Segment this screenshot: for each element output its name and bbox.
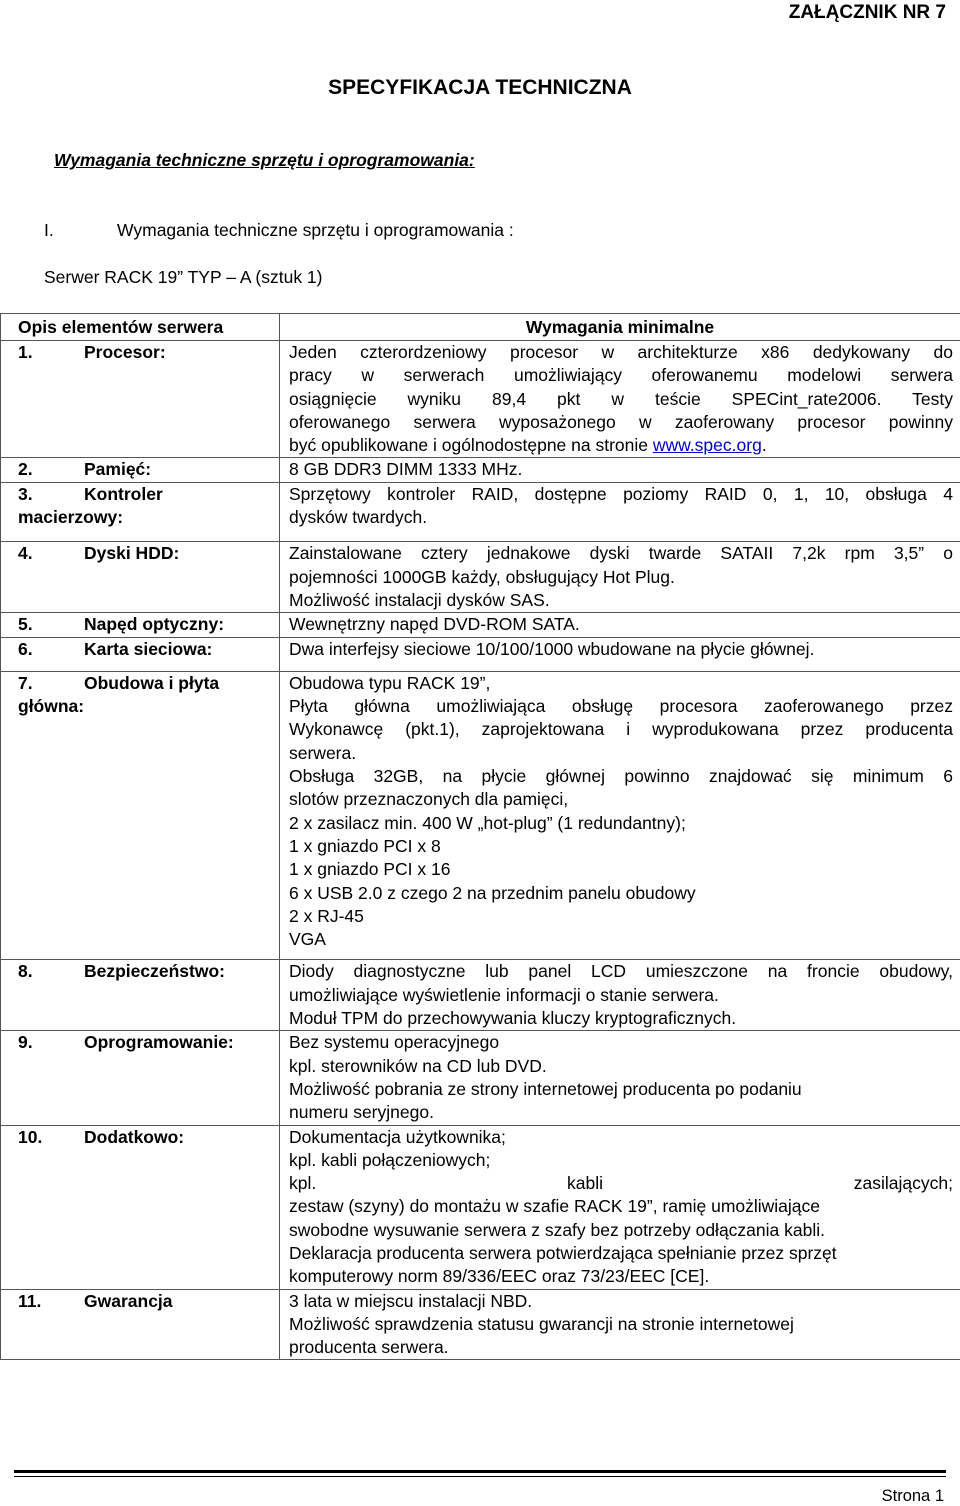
footer-divider-thin <box>14 1476 946 1477</box>
spec-row <box>1 542 960 613</box>
spec-label-continued: macierzowy: <box>18 506 279 529</box>
spec-line: pracy w serwerach umożliwiający oferowanemu modelowi serwera <box>289 364 953 387</box>
spec-line: 3 lata w miejscu instalacji NBD. <box>289 1290 953 1313</box>
spec-line: osiągnięcie wyniku 89,4 pkt w teście SPECint_rate2006. Testy <box>289 388 953 411</box>
spec-label: Kontroler <box>84 484 163 504</box>
spec-label: Gwarancja <box>84 1291 173 1311</box>
spec-number: 9. <box>18 1031 84 1054</box>
spec-line: Bez systemu operacyjnego <box>289 1031 953 1054</box>
spec-line <box>289 434 953 457</box>
spec-line: komputerowy norm 89/336/EEC oraz 73/23/EEC [CE]. <box>289 1265 953 1288</box>
requirements-heading: Wymagania techniczne sprzętu i oprogramowania: <box>54 150 475 171</box>
spec-row <box>1 637 960 671</box>
spec-value-cell <box>280 1031 960 1125</box>
spec-line: 1 x gniazdo PCI x 16 <box>289 858 953 881</box>
spec-label: Pamięć: <box>84 459 151 479</box>
spec-label-cell <box>1 458 280 482</box>
spec-table <box>0 313 960 1360</box>
spec-org-link[interactable]: www.spec.org <box>653 435 762 455</box>
spec-row <box>1 1125 960 1289</box>
spec-value-cell <box>280 458 960 482</box>
spec-row <box>1 1031 960 1125</box>
spec-value-cell <box>280 1289 960 1360</box>
spec-label-cell <box>1 1031 280 1125</box>
spec-line: Deklaracja producenta serwera potwierdzająca spełnianie przez sprzęt <box>289 1242 953 1265</box>
spec-line: Jeden czterordzeniowy procesor w architekturze x86 dedykowany do <box>289 341 953 364</box>
spec-line: umożliwiające wyświetlenie informacji o stanie serwera. <box>289 984 953 1007</box>
spec-number: 6. <box>18 638 84 661</box>
spec-label-cell <box>1 1125 280 1289</box>
spec-label-cell <box>1 960 280 1031</box>
spec-line: Obudowa typu RACK 19”, <box>289 672 953 695</box>
spec-line: Dwa interfejsy sieciowe 10/100/1000 wbudowane na płycie głównej. <box>289 638 953 661</box>
spec-value-cell <box>280 482 960 542</box>
spec-line: 1 x gniazdo PCI x 8 <box>289 835 953 858</box>
spec-line: 2 x RJ-45 <box>289 905 953 928</box>
spec-label-continued: główna: <box>18 695 279 718</box>
annex-label: ZAŁĄCZNIK NR 7 <box>789 2 946 24</box>
spec-row <box>1 458 960 482</box>
spec-line: Dokumentacja użytkownika; <box>289 1126 953 1149</box>
spec-label: Bezpieczeństwo: <box>84 961 225 981</box>
spec-line: Sprzętowy kontroler RAID, dostępne poziomy RAID 0, 1, 10, obsługa 4 <box>289 483 953 506</box>
column-header-requirements: Wymagania minimalne <box>280 314 960 341</box>
spec-value-cell <box>280 341 960 458</box>
spec-line: serwera. <box>289 742 953 765</box>
spec-line: Wykonawcę (pkt.1), zaprojektowana i wyprodukowana przez producenta <box>289 718 953 741</box>
spec-line: slotów przeznaczonych dla pamięci, <box>289 788 953 811</box>
spec-row <box>1 960 960 1031</box>
spec-line: 2 x zasilacz min. 400 W „hot-plug” (1 redundantny); <box>289 812 953 835</box>
spec-line: Możliwość instalacji dysków SAS. <box>289 589 953 612</box>
spec-value-cell <box>280 637 960 671</box>
page-number: Strona 1 <box>882 1487 944 1506</box>
spec-row <box>1 1289 960 1360</box>
spec-line: zestaw (szyny) do montażu w szafie RACK 19”, ramię umożliwiające <box>289 1195 953 1218</box>
spec-line: kpl. kabli zasilających; <box>289 1172 953 1195</box>
spec-value-cell <box>280 542 960 613</box>
spec-line: Płyta główna umożliwiająca obsługę procesora zaoferowanego przez <box>289 695 953 718</box>
spec-value-cell <box>280 671 960 960</box>
spec-label-cell <box>1 542 280 613</box>
spec-label: Dodatkowo: <box>84 1127 184 1147</box>
spec-label-cell <box>1 1289 280 1360</box>
spec-line: VGA <box>289 928 953 951</box>
spec-line: numeru seryjnego. <box>289 1101 953 1124</box>
spec-label-cell <box>1 341 280 458</box>
footer-divider <box>14 1470 946 1473</box>
spec-line: Obsługa 32GB, na płycie głównej powinno znajdować się minimum 6 <box>289 765 953 788</box>
spec-number: 5. <box>18 613 84 636</box>
spec-number: 8. <box>18 960 84 983</box>
spec-label: Napęd optyczny: <box>84 614 224 634</box>
table-header-row <box>1 314 960 341</box>
spec-row <box>1 341 960 458</box>
spec-row <box>1 613 960 637</box>
spec-line: Możliwość pobrania ze strony internetowej producenta po podaniu <box>289 1078 953 1101</box>
spec-label-cell <box>1 482 280 542</box>
spec-line: Wewnętrzny napęd DVD-ROM SATA. <box>289 613 953 636</box>
section-title: Wymagania techniczne sprzętu i oprogramowania : <box>117 220 514 241</box>
column-header-description: Opis elementów serwera <box>1 314 280 341</box>
spec-number: 2. <box>18 458 84 481</box>
spec-line: 6 x USB 2.0 z czego 2 na przednim panelu obudowy <box>289 882 953 905</box>
spec-number: 10. <box>18 1126 84 1149</box>
spec-label-cell <box>1 637 280 671</box>
spec-line: pojemności 1000GB każdy, obsługujący Hot Plug. <box>289 566 953 589</box>
spec-label: Oprogramowanie: <box>84 1032 234 1052</box>
spec-line: kpl. kabli połączeniowych; <box>289 1149 953 1172</box>
spec-line: 8 GB DDR3 DIMM 1333 MHz. <box>289 458 953 481</box>
spec-label: Procesor: <box>84 342 166 362</box>
spec-label-cell <box>1 613 280 637</box>
spec-label: Karta sieciowa: <box>84 639 212 659</box>
spec-number: 7. <box>18 672 84 695</box>
section-number: I. <box>44 220 54 241</box>
spec-label-cell <box>1 671 280 960</box>
spec-row <box>1 482 960 542</box>
spec-number: 3. <box>18 483 84 506</box>
spec-line: kpl. sterowników na CD lub DVD. <box>289 1055 953 1078</box>
spec-line: Diody diagnostyczne lub panel LCD umieszczone na froncie obudowy, <box>289 960 953 983</box>
spec-value-cell <box>280 1125 960 1289</box>
spec-line: dysków twardych. <box>289 506 953 529</box>
spec-line: producenta serwera. <box>289 1336 953 1359</box>
spec-line: Możliwość sprawdzenia statusu gwarancji na stronie internetowej <box>289 1313 953 1336</box>
document-title: SPECYFIKACJA TECHNICZNA <box>0 76 960 100</box>
spec-line: Moduł TPM do przechowywania kluczy kryptograficznych. <box>289 1007 953 1030</box>
spec-value-cell <box>280 613 960 637</box>
spec-line-text: być opublikowane i ogólnodostępne na stronie <box>289 435 653 455</box>
spec-line: swobodne wysuwanie serwera z szafy bez potrzeby odłączania kabli. <box>289 1219 953 1242</box>
spec-number: 1. <box>18 341 84 364</box>
spec-label: Obudowa i płyta <box>84 673 219 693</box>
spec-number: 4. <box>18 542 84 565</box>
spec-line-suffix: . <box>762 435 767 455</box>
spec-number: 11. <box>18 1290 84 1313</box>
server-name: Serwer RACK 19” TYP – A (sztuk 1) <box>44 267 323 288</box>
spec-line: Zainstalowane cztery jednakowe dyski twarde SATAII 7,2k rpm 3,5” o <box>289 542 953 565</box>
spec-label: Dyski HDD: <box>84 543 179 563</box>
spec-line: oferowanego serwera wyposażonego w zaoferowany procesor powinny <box>289 411 953 434</box>
spec-value-cell <box>280 960 960 1031</box>
spec-row <box>1 671 960 960</box>
